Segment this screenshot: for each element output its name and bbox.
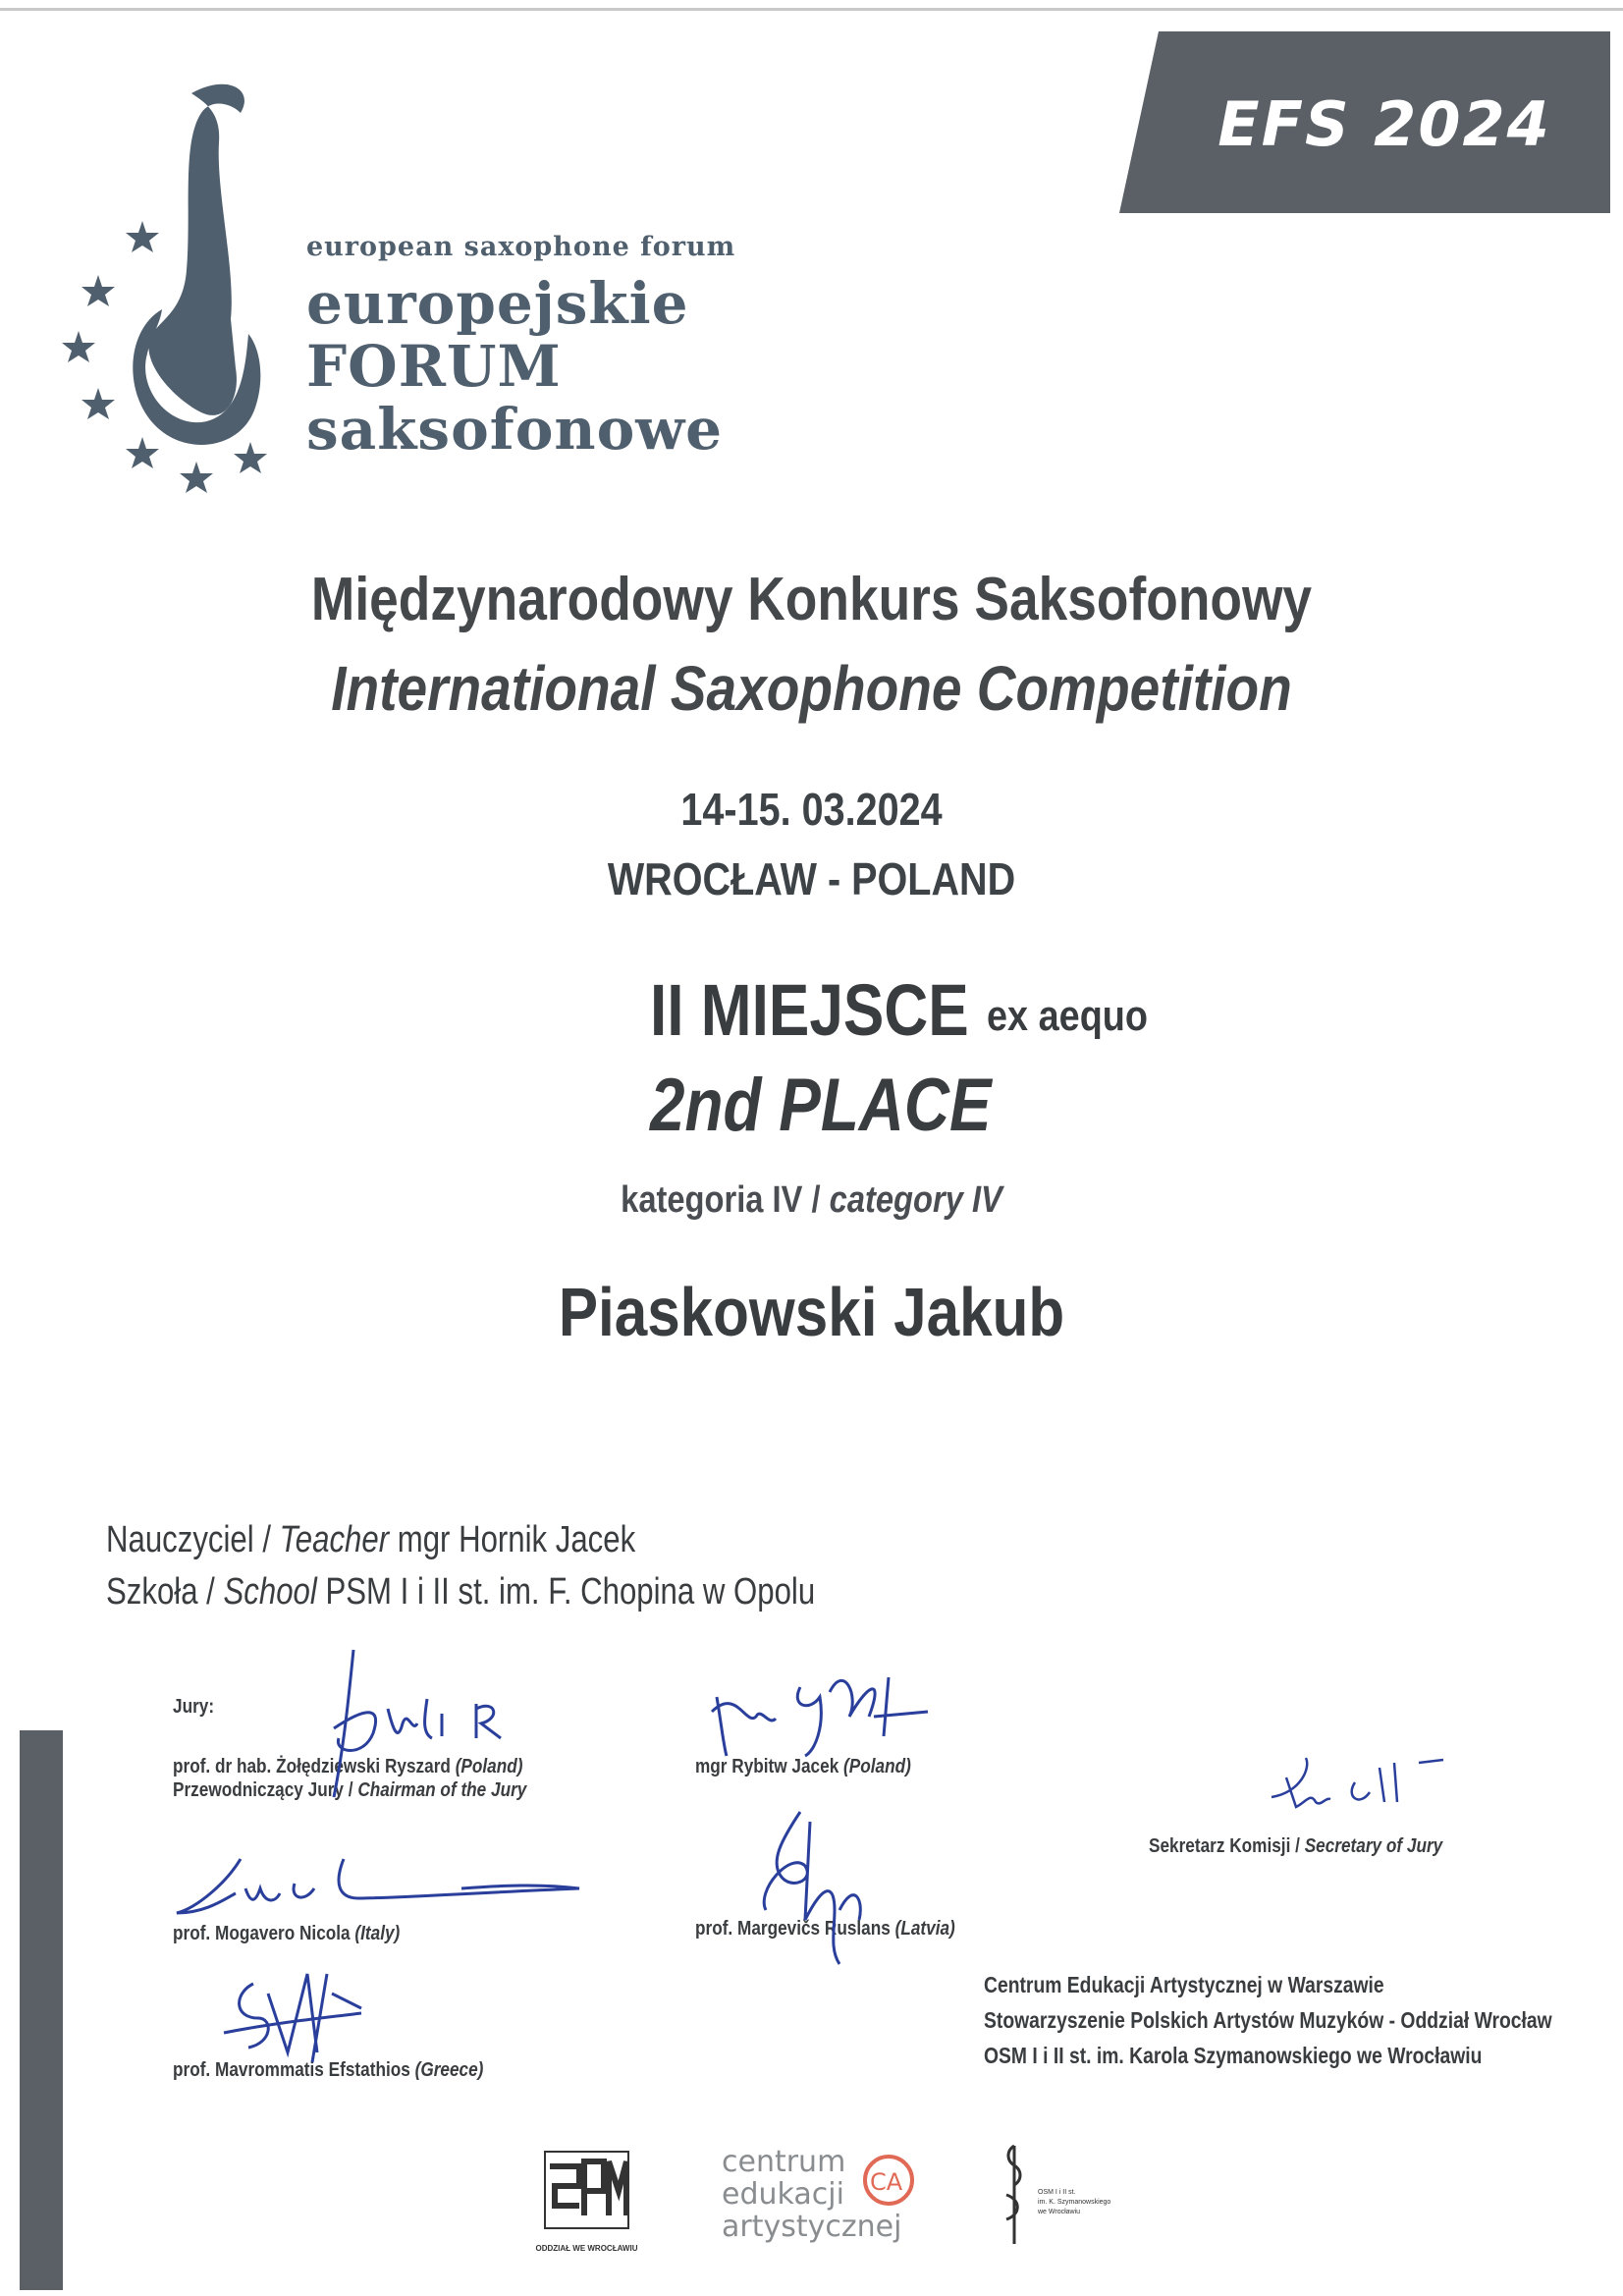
category-en: category IV <box>829 1179 1002 1221</box>
star-icon <box>81 275 115 306</box>
school-label-en: School <box>223 1571 317 1613</box>
jury-chairman-role <box>173 1779 526 1802</box>
award-place-en: 2nd PLACE <box>650 1064 992 1147</box>
signature-member-4 <box>746 1802 884 1969</box>
org-name-pl-line1: europejskie <box>306 270 689 337</box>
teacher-line <box>106 1519 635 1561</box>
org-name-pl-line3: saksofonowe <box>306 396 724 463</box>
saxophone-logo-icon <box>44 74 339 535</box>
star-icon <box>180 462 213 493</box>
osm-logo <box>987 2141 1144 2249</box>
star-icon <box>126 437 159 468</box>
signature-secretary <box>1262 1748 1458 1827</box>
member5-country: (Greece) <box>414 2059 484 2081</box>
side-bar <box>20 1730 63 2290</box>
cea-line-2: edukacji <box>722 2177 844 2212</box>
organizer-line-2: Stowarzyszenie Polskich Artystów Muzyków - Oddział Wrocław <box>984 2007 1552 2033</box>
teacher-name: mgr Hornik Jacek <box>397 1519 636 1560</box>
award-place-note: ex aequo <box>987 992 1149 1040</box>
competition-title-en: International Saxophone Competition <box>331 653 1292 724</box>
organizer-line-1: Centrum Edukacji Artystycznej w Warszawie <box>984 1972 1384 1997</box>
org-name-pl-line2: FORUM <box>306 333 562 400</box>
osm-caption-3: we Wrocławiu <box>1038 2209 1081 2215</box>
school-name: PSM I i II st. im. F. Chopina w Opolu <box>325 1571 816 1613</box>
star-icon <box>81 388 115 419</box>
secretary-en: Secretary of Jury <box>1304 1835 1443 1857</box>
jury-member-3 <box>173 1923 400 1945</box>
cea-logo-icon <box>859 2151 918 2210</box>
school-label-pl: Szkoła / <box>106 1571 215 1613</box>
cea-line-3: artystycznej <box>722 2210 902 2244</box>
jury-heading: Jury: <box>173 1696 215 1718</box>
laureate-name: Piaskowski Jakub <box>558 1274 1065 1350</box>
star-icon <box>234 442 267 473</box>
banner-title: EFS 2024 <box>1217 88 1551 160</box>
category-pl: kategoria IV / <box>621 1179 821 1221</box>
svg-text:CA: CA <box>870 2168 903 2196</box>
member5-name: prof. Mavrommatis Efstathios <box>173 2059 410 2081</box>
member3-name: prof. Mogavero Nicola <box>173 1923 351 1944</box>
award-place-pl: II MIEJSCE <box>650 969 969 1051</box>
member4-country: (Latvia) <box>894 1918 955 1940</box>
chairman-country: (Poland) <box>455 1756 523 1777</box>
jury-secretary <box>1149 1835 1442 1858</box>
teacher-label-en: Teacher <box>279 1519 390 1560</box>
cea-line-1: centrum <box>722 2145 846 2179</box>
jury-chairman <box>173 1756 522 1778</box>
jury-member-2 <box>695 1756 911 1778</box>
osm-caption-2: im. K. Szymanowskiego <box>1038 2199 1111 2206</box>
org-name-en: european saxophone forum <box>306 232 736 262</box>
osm-caption-1: OSM I i II st. <box>1038 2189 1076 2196</box>
member3-country: (Italy) <box>354 1923 401 1944</box>
chairman-name: prof. dr hab. Żołędziewski Ryszard <box>173 1756 451 1777</box>
member2-country: (Poland) <box>843 1756 911 1777</box>
organizer-line-3: OSM I i II st. im. Karola Szymanowskiego we Wrocławiu <box>984 2043 1483 2068</box>
teacher-label-pl: Nauczyciel / <box>106 1519 271 1560</box>
chairman-role-pl: Przewodniczący Jury / <box>173 1779 353 1801</box>
competition-title-pl: Międzynarodowy Konkurs Saksofonowy <box>310 566 1313 633</box>
star-icon <box>126 221 159 252</box>
osm-logo-icon <box>987 2141 1041 2249</box>
spam-logo-icon <box>525 2147 648 2235</box>
jury-member-5 <box>173 2059 483 2082</box>
secretary-pl: Sekretarz Komisji / <box>1149 1835 1300 1857</box>
competition-dates: 14-15. 03.2024 <box>680 784 943 835</box>
school-line <box>106 1571 815 1613</box>
competition-location: WROCŁAW - POLAND <box>607 853 1016 904</box>
chairman-role-en: Chairman of the Jury <box>357 1779 527 1801</box>
jury-member-4 <box>695 1918 955 1941</box>
award-category <box>114 1179 1510 1222</box>
signature-member-5 <box>214 1964 371 2072</box>
spam-caption: ODDZIAŁ WE WROCŁAWIU <box>535 2244 638 2253</box>
star-icon <box>62 331 95 362</box>
member2-name: mgr Rybitw Jacek <box>695 1756 839 1777</box>
member4-name: prof. Margevičs Ruslans <box>695 1918 891 1940</box>
top-rule <box>0 8 1623 11</box>
spam-logo <box>525 2147 648 2255</box>
